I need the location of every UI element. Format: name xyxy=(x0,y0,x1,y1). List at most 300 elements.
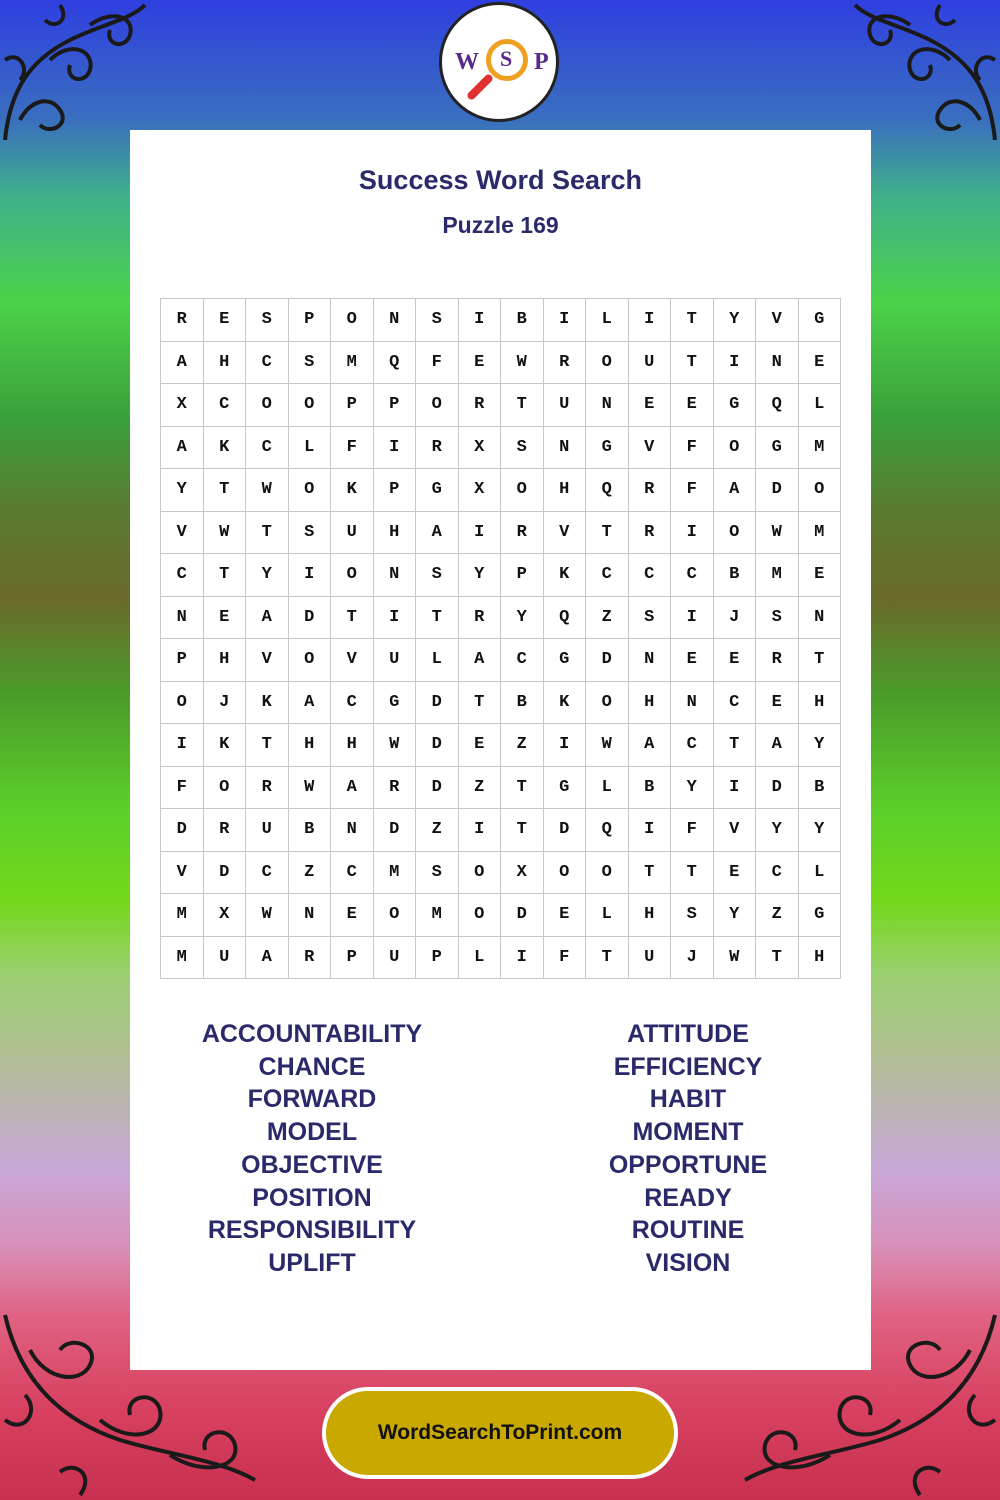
grid-cell[interactable]: J xyxy=(203,681,246,724)
grid-cell[interactable]: R xyxy=(501,511,544,554)
grid-cell[interactable]: P xyxy=(161,639,204,682)
grid-cell[interactable]: H xyxy=(628,681,671,724)
grid-cell[interactable]: R xyxy=(543,341,586,384)
word-list-item: VISION xyxy=(645,1248,731,1277)
word-list-left xyxy=(152,1018,472,1280)
grid-cell[interactable]: C xyxy=(713,681,756,724)
grid-cell[interactable]: I xyxy=(458,299,501,342)
grid-cell[interactable]: A xyxy=(756,724,799,767)
grid-cell[interactable]: T xyxy=(586,511,629,554)
grid-cell[interactable]: D xyxy=(416,681,459,724)
grid-row xyxy=(161,384,841,427)
website-link-button[interactable] xyxy=(322,1387,678,1479)
grid-cell[interactable]: R xyxy=(628,469,671,512)
grid-row xyxy=(161,681,841,724)
grid-cell[interactable]: A xyxy=(458,639,501,682)
puzzle-card xyxy=(130,130,871,1370)
grid-cell[interactable]: I xyxy=(288,554,331,597)
grid-cell[interactable]: K xyxy=(543,681,586,724)
grid-cell[interactable]: M xyxy=(416,894,459,937)
grid-cell[interactable]: B xyxy=(501,681,544,724)
grid-cell[interactable]: C xyxy=(246,341,289,384)
grid-cell[interactable]: C xyxy=(161,554,204,597)
grid-cell[interactable]: O xyxy=(586,851,629,894)
grid-cell[interactable]: F xyxy=(671,469,714,512)
grid-cell[interactable]: Y xyxy=(798,724,841,767)
word-list-item: CHANCE xyxy=(258,1052,366,1081)
grid-cell[interactable]: E xyxy=(671,639,714,682)
grid-cell[interactable]: D xyxy=(373,809,416,852)
grid-cell[interactable]: S xyxy=(288,341,331,384)
grid-cell[interactable]: Q xyxy=(586,469,629,512)
grid-cell[interactable]: U xyxy=(203,936,246,979)
magnifier-handle xyxy=(466,73,494,101)
grid-cell[interactable]: D xyxy=(586,639,629,682)
grid-cell[interactable]: I xyxy=(458,511,501,554)
grid-cell[interactable]: E xyxy=(331,894,374,937)
grid-cell[interactable]: M xyxy=(798,511,841,554)
grid-cell[interactable]: H xyxy=(628,894,671,937)
grid-cell[interactable]: O xyxy=(373,894,416,937)
grid-cell[interactable]: I xyxy=(628,299,671,342)
grid-cell[interactable]: A xyxy=(416,511,459,554)
word-list-item: MOMENT xyxy=(632,1118,744,1147)
grid-row xyxy=(161,596,841,639)
grid-cell[interactable]: K xyxy=(246,681,289,724)
grid-cell[interactable]: B xyxy=(288,809,331,852)
grid-cell[interactable]: S xyxy=(416,554,459,597)
grid-cell[interactable]: L xyxy=(586,299,629,342)
grid-cell[interactable]: V xyxy=(331,639,374,682)
logo-letter-w: W xyxy=(455,49,479,75)
grid-cell[interactable]: N xyxy=(756,341,799,384)
grid-cell[interactable]: T xyxy=(671,299,714,342)
grid-cell[interactable]: N xyxy=(288,894,331,937)
site-logo[interactable] xyxy=(439,2,559,122)
grid-cell[interactable]: U xyxy=(373,936,416,979)
grid-cell[interactable]: X xyxy=(458,469,501,512)
word-list-right xyxy=(528,1018,848,1280)
grid-cell[interactable]: P xyxy=(331,936,374,979)
grid-cell[interactable]: O xyxy=(501,469,544,512)
grid-cell[interactable]: U xyxy=(628,936,671,979)
grid-cell[interactable]: S xyxy=(671,894,714,937)
grid-cell[interactable]: T xyxy=(671,341,714,384)
grid-cell[interactable]: S xyxy=(501,426,544,469)
grid-cell[interactable]: X xyxy=(458,426,501,469)
grid-cell[interactable]: N xyxy=(586,384,629,427)
grid-cell[interactable]: A xyxy=(331,766,374,809)
grid-cell[interactable]: Y xyxy=(246,554,289,597)
grid-cell[interactable]: R xyxy=(416,426,459,469)
grid-cell[interactable]: G xyxy=(586,426,629,469)
word-list-item: MODEL xyxy=(266,1118,358,1147)
grid-cell[interactable]: F xyxy=(671,809,714,852)
grid-cell[interactable]: A xyxy=(713,469,756,512)
grid-cell[interactable]: N xyxy=(798,596,841,639)
grid-cell[interactable]: S xyxy=(416,851,459,894)
grid-cell[interactable]: K xyxy=(203,426,246,469)
grid-cell[interactable]: H xyxy=(288,724,331,767)
grid-cell[interactable]: Z xyxy=(501,724,544,767)
grid-cell[interactable]: K xyxy=(331,469,374,512)
grid-cell[interactable]: Z xyxy=(416,809,459,852)
grid-cell[interactable]: T xyxy=(501,384,544,427)
grid-cell[interactable]: C xyxy=(501,639,544,682)
corner-ornament-icon xyxy=(850,0,1000,150)
grid-cell[interactable]: O xyxy=(458,894,501,937)
grid-cell[interactable]: T xyxy=(331,596,374,639)
grid-cell[interactable]: Q xyxy=(586,809,629,852)
grid-cell[interactable]: C xyxy=(756,851,799,894)
grid-cell[interactable]: L xyxy=(586,766,629,809)
grid-cell[interactable]: L xyxy=(288,426,331,469)
grid-cell[interactable]: E xyxy=(671,384,714,427)
grid-cell[interactable]: O xyxy=(543,851,586,894)
grid-cell[interactable]: W xyxy=(756,511,799,554)
grid-cell[interactable]: I xyxy=(458,809,501,852)
grid-cell[interactable]: O xyxy=(416,384,459,427)
grid-cell[interactable]: C xyxy=(331,681,374,724)
grid-cell[interactable]: D xyxy=(288,596,331,639)
grid-cell[interactable]: Q xyxy=(373,341,416,384)
page-title: Success Word Search xyxy=(358,165,643,195)
grid-cell[interactable]: Z xyxy=(458,766,501,809)
grid-cell[interactable]: I xyxy=(501,936,544,979)
grid-cell[interactable]: D xyxy=(543,809,586,852)
grid-cell[interactable]: R xyxy=(458,384,501,427)
grid-cell[interactable]: B xyxy=(628,766,671,809)
grid-cell[interactable]: S xyxy=(756,596,799,639)
grid-cell[interactable]: J xyxy=(671,936,714,979)
grid-cell[interactable]: W xyxy=(373,724,416,767)
grid-cell[interactable]: T xyxy=(416,596,459,639)
word-list-item: FORWARD xyxy=(247,1085,377,1114)
grid-cell[interactable]: C xyxy=(586,554,629,597)
grid-cell[interactable]: F xyxy=(331,426,374,469)
grid-row xyxy=(161,426,841,469)
grid-cell[interactable]: R xyxy=(203,809,246,852)
grid-cell[interactable]: W xyxy=(203,511,246,554)
grid-cell[interactable]: W xyxy=(288,766,331,809)
grid-cell[interactable]: T xyxy=(246,724,289,767)
grid-cell[interactable]: H xyxy=(203,341,246,384)
grid-cell[interactable]: L xyxy=(416,639,459,682)
grid-cell[interactable]: I xyxy=(671,596,714,639)
grid-cell[interactable]: P xyxy=(373,469,416,512)
grid-cell[interactable]: X xyxy=(203,894,246,937)
grid-cell[interactable]: M xyxy=(373,851,416,894)
grid-row xyxy=(161,511,841,554)
grid-cell[interactable]: C xyxy=(246,426,289,469)
grid-cell[interactable]: R xyxy=(246,766,289,809)
grid-cell[interactable]: O xyxy=(331,554,374,597)
grid-row xyxy=(161,299,841,342)
grid-cell[interactable]: P xyxy=(288,299,331,342)
grid-cell[interactable]: T xyxy=(501,809,544,852)
grid-cell[interactable]: A xyxy=(246,596,289,639)
grid-cell[interactable]: L xyxy=(458,936,501,979)
grid-cell[interactable]: N xyxy=(628,639,671,682)
grid-cell[interactable]: G xyxy=(543,639,586,682)
grid-cell[interactable]: Y xyxy=(671,766,714,809)
puzzle-number: Puzzle 169 xyxy=(442,212,559,238)
grid-cell[interactable]: Y xyxy=(713,894,756,937)
grid-cell[interactable]: T xyxy=(203,554,246,597)
grid-cell[interactable]: O xyxy=(713,511,756,554)
grid-cell[interactable]: O xyxy=(586,681,629,724)
grid-cell[interactable]: T xyxy=(713,724,756,767)
grid-cell[interactable]: Y xyxy=(161,469,204,512)
grid-cell[interactable]: G xyxy=(373,681,416,724)
grid-cell[interactable]: I xyxy=(161,724,204,767)
grid-cell[interactable]: B xyxy=(798,766,841,809)
word-list-item: RESPONSIBILITY xyxy=(207,1216,417,1245)
grid-cell[interactable]: A xyxy=(161,426,204,469)
grid-cell[interactable]: S xyxy=(246,299,289,342)
grid-cell[interactable]: H xyxy=(798,681,841,724)
grid-cell[interactable]: B xyxy=(501,299,544,342)
grid-cell[interactable]: C xyxy=(203,384,246,427)
grid-row xyxy=(161,554,841,597)
grid-cell[interactable]: G xyxy=(713,384,756,427)
grid-row xyxy=(161,469,841,512)
logo-letter-p: P xyxy=(534,49,549,75)
grid-cell[interactable]: I xyxy=(671,511,714,554)
grid-cell[interactable]: H xyxy=(798,936,841,979)
grid-cell[interactable]: W xyxy=(501,341,544,384)
grid-cell[interactable]: L xyxy=(798,851,841,894)
grid-cell[interactable]: C xyxy=(331,851,374,894)
grid-cell[interactable]: T xyxy=(586,936,629,979)
website-link-text: WordSearchToPrint.com xyxy=(377,1421,623,1444)
grid-cell[interactable]: T xyxy=(501,766,544,809)
grid-cell[interactable]: W xyxy=(246,894,289,937)
grid-cell[interactable]: N xyxy=(161,596,204,639)
grid-cell[interactable]: R xyxy=(756,639,799,682)
grid-cell[interactable]: Y xyxy=(798,809,841,852)
grid-cell[interactable]: R xyxy=(628,511,671,554)
grid-cell[interactable]: E xyxy=(756,681,799,724)
grid-cell[interactable]: O xyxy=(246,384,289,427)
grid-cell[interactable]: D xyxy=(203,851,246,894)
grid-cell[interactable]: E xyxy=(458,724,501,767)
grid-cell[interactable]: Y xyxy=(501,596,544,639)
grid-cell[interactable]: E xyxy=(798,341,841,384)
grid-cell[interactable]: S xyxy=(628,596,671,639)
grid-cell[interactable]: T xyxy=(628,851,671,894)
grid-cell[interactable]: T xyxy=(246,511,289,554)
grid-cell[interactable]: I xyxy=(713,766,756,809)
grid-cell[interactable]: M xyxy=(798,426,841,469)
grid-cell[interactable]: R xyxy=(373,766,416,809)
grid-cell[interactable]: T xyxy=(756,936,799,979)
grid-cell[interactable]: O xyxy=(288,469,331,512)
grid-cell[interactable]: N xyxy=(543,426,586,469)
grid-row xyxy=(161,766,841,809)
grid-cell[interactable]: T xyxy=(798,639,841,682)
grid-cell[interactable]: O xyxy=(288,639,331,682)
grid-cell[interactable]: G xyxy=(756,426,799,469)
grid-cell[interactable]: E xyxy=(203,596,246,639)
grid-cell[interactable]: A xyxy=(161,341,204,384)
corner-ornament-icon xyxy=(0,0,150,150)
grid-cell[interactable]: M xyxy=(161,894,204,937)
word-list-item: POSITION xyxy=(252,1183,372,1212)
grid-cell[interactable]: Z xyxy=(288,851,331,894)
word-list-item: ACCOUNTABILITY xyxy=(201,1020,423,1048)
grid-cell[interactable]: S xyxy=(288,511,331,554)
grid-cell[interactable]: B xyxy=(713,554,756,597)
logo-letter-s: S xyxy=(500,46,513,71)
grid-cell[interactable]: E xyxy=(798,554,841,597)
grid-cell[interactable]: V xyxy=(161,851,204,894)
grid-cell[interactable]: O xyxy=(331,299,374,342)
grid-cell[interactable]: C xyxy=(671,724,714,767)
grid-cell[interactable]: H xyxy=(373,511,416,554)
grid-cell[interactable]: I xyxy=(373,596,416,639)
grid-cell[interactable]: D xyxy=(501,894,544,937)
grid-cell[interactable]: V xyxy=(246,639,289,682)
grid-cell[interactable]: J xyxy=(713,596,756,639)
grid-cell[interactable]: R xyxy=(288,936,331,979)
grid-cell[interactable]: F xyxy=(543,936,586,979)
word-list-item: OPPORTUNE xyxy=(608,1150,768,1179)
grid-cell[interactable]: P xyxy=(373,384,416,427)
grid-cell[interactable]: V xyxy=(628,426,671,469)
grid-cell[interactable]: A xyxy=(246,936,289,979)
grid-cell[interactable]: N xyxy=(373,299,416,342)
grid-cell[interactable]: E xyxy=(203,299,246,342)
grid-cell[interactable]: G xyxy=(798,894,841,937)
grid-cell[interactable]: P xyxy=(331,384,374,427)
grid-cell[interactable]: U xyxy=(373,639,416,682)
grid-cell[interactable]: G xyxy=(798,299,841,342)
grid-cell[interactable]: U xyxy=(331,511,374,554)
grid-cell[interactable]: E xyxy=(713,639,756,682)
grid-cell[interactable]: W xyxy=(586,724,629,767)
grid-cell[interactable]: O xyxy=(586,341,629,384)
grid-cell[interactable]: P xyxy=(501,554,544,597)
grid-cell[interactable]: V xyxy=(713,809,756,852)
grid-cell[interactable]: F xyxy=(161,766,204,809)
grid-row xyxy=(161,809,841,852)
grid-cell[interactable]: S xyxy=(416,299,459,342)
grid-cell[interactable]: H xyxy=(203,639,246,682)
grid-cell[interactable]: O xyxy=(713,426,756,469)
grid-cell[interactable]: N xyxy=(373,554,416,597)
grid-cell[interactable]: V xyxy=(756,299,799,342)
grid-row xyxy=(161,639,841,682)
grid-cell[interactable]: U xyxy=(628,341,671,384)
grid-cell[interactable]: K xyxy=(203,724,246,767)
grid-cell[interactable]: M xyxy=(331,341,374,384)
grid-cell[interactable]: G xyxy=(543,766,586,809)
grid-cell[interactable]: C xyxy=(628,554,671,597)
word-list-item: UPLIFT xyxy=(268,1248,356,1277)
word-list-item: OBJECTIVE xyxy=(241,1150,383,1179)
grid-cell[interactable]: I xyxy=(543,724,586,767)
grid-cell[interactable]: T xyxy=(458,681,501,724)
grid-cell[interactable]: D xyxy=(756,766,799,809)
grid-cell[interactable]: E xyxy=(628,384,671,427)
grid-cell[interactable]: M xyxy=(756,554,799,597)
grid-cell[interactable]: O xyxy=(203,766,246,809)
grid-cell[interactable]: L xyxy=(798,384,841,427)
grid-cell[interactable]: X xyxy=(161,384,204,427)
grid-cell[interactable]: U xyxy=(246,809,289,852)
grid-row xyxy=(161,936,841,979)
grid-cell[interactable]: P xyxy=(416,936,459,979)
word-list-item: HABIT xyxy=(649,1085,727,1114)
grid-cell[interactable]: V xyxy=(161,511,204,554)
grid-cell[interactable]: E xyxy=(458,341,501,384)
grid-cell[interactable]: W xyxy=(246,469,289,512)
grid-cell[interactable]: D xyxy=(161,809,204,852)
grid-cell[interactable]: D xyxy=(416,724,459,767)
grid-row xyxy=(161,724,841,767)
grid-cell[interactable]: Z xyxy=(586,596,629,639)
grid-cell[interactable]: I xyxy=(713,341,756,384)
grid-cell[interactable]: H xyxy=(543,469,586,512)
letter-grid[interactable] xyxy=(160,298,841,979)
grid-cell[interactable]: V xyxy=(543,511,586,554)
grid-cell[interactable]: N xyxy=(331,809,374,852)
grid-cell[interactable]: E xyxy=(713,851,756,894)
grid-cell[interactable]: C xyxy=(246,851,289,894)
word-list-item: ATTITUDE xyxy=(627,1020,749,1048)
grid-cell[interactable]: R xyxy=(161,299,204,342)
grid-cell[interactable]: I xyxy=(628,809,671,852)
grid-cell[interactable]: O xyxy=(161,681,204,724)
grid-cell[interactable]: N xyxy=(671,681,714,724)
grid-cell[interactable]: Q xyxy=(756,384,799,427)
grid-cell[interactable]: M xyxy=(161,936,204,979)
grid-cell[interactable]: F xyxy=(671,426,714,469)
grid-cell[interactable]: Z xyxy=(756,894,799,937)
word-list-item: EFFICIENCY xyxy=(613,1052,763,1081)
grid-cell[interactable]: I xyxy=(543,299,586,342)
grid-cell[interactable]: L xyxy=(586,894,629,937)
grid-cell[interactable]: A xyxy=(628,724,671,767)
grid-cell[interactable]: U xyxy=(543,384,586,427)
grid-cell[interactable]: Y xyxy=(458,554,501,597)
grid-cell[interactable]: D xyxy=(416,766,459,809)
grid-cell[interactable]: Y xyxy=(756,809,799,852)
grid-cell[interactable]: K xyxy=(543,554,586,597)
grid-cell[interactable]: R xyxy=(458,596,501,639)
grid-cell[interactable]: X xyxy=(501,851,544,894)
grid-row xyxy=(161,341,841,384)
grid-cell[interactable]: Q xyxy=(543,596,586,639)
grid-cell[interactable]: O xyxy=(798,469,841,512)
grid-cell[interactable]: F xyxy=(416,341,459,384)
grid-cell[interactable]: G xyxy=(416,469,459,512)
grid-cell[interactable]: W xyxy=(713,936,756,979)
grid-cell[interactable]: O xyxy=(288,384,331,427)
grid-cell[interactable]: A xyxy=(288,681,331,724)
grid-cell[interactable]: T xyxy=(203,469,246,512)
grid-cell[interactable]: T xyxy=(671,851,714,894)
grid-cell[interactable]: Y xyxy=(713,299,756,342)
grid-cell[interactable]: H xyxy=(331,724,374,767)
word-list-item: ROUTINE xyxy=(631,1216,745,1245)
grid-cell[interactable]: D xyxy=(756,469,799,512)
grid-cell[interactable]: O xyxy=(458,851,501,894)
grid-cell[interactable]: C xyxy=(671,554,714,597)
grid-cell[interactable]: I xyxy=(373,426,416,469)
grid-cell[interactable]: E xyxy=(543,894,586,937)
